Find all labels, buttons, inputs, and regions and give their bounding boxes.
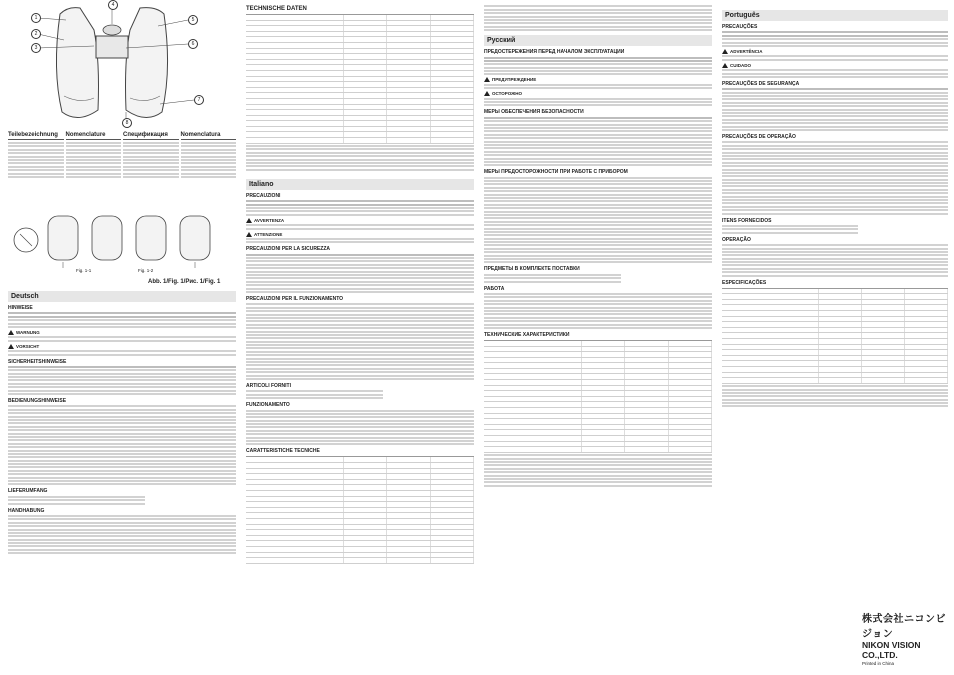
preduprezhdenie-label: ПРЕДУПРЕЖДЕНИЕ [484,77,712,82]
section-articoli-forniti: ARTICOLI FORNITI [246,382,291,389]
section-technische-daten: TECHNISCHE DATEN [246,6,307,12]
lang-header-portugues: Português [722,10,948,21]
callout-3: 3 [31,43,41,53]
section-hinweise: HINWEISE [8,305,33,311]
warning-icon [246,218,252,223]
callout-7: 7 [194,95,204,105]
binocular-diagram-eyecups [8,210,236,282]
heading-nomenclatura: Nomenclatura [181,132,237,140]
logo-japanese: 株式会社ニコンビジョン [862,614,946,640]
nikon-vision-logo [862,610,948,666]
column-italiano [246,0,474,675]
section-rabota: РАБОТА [484,285,505,292]
section-operacao: OPERAÇÃO [722,236,751,243]
caution-icon [246,232,252,237]
section-caratteristiche: CARATTERISTICHE TECNICHE [246,448,320,455]
section-predosterezheniya: ПРЕДОСТЕРЕЖЕНИЯ ПЕРЕД НАЧАЛОМ ЭКСПЛУАТАЦИИ [484,49,625,56]
nomenclature-heads [8,132,236,179]
callout-6: 6 [188,39,198,49]
spec-table-pt [722,288,948,384]
section-bezopasnost: МЕРЫ ОБЕСПЕЧЕНИЯ БЕЗОПАСНОСТИ [484,109,584,116]
column-russian [484,0,712,675]
caution-icon [484,91,490,96]
section-funzionamento-precauzioni: PRECAUZIONI PER IL FUNZIONAMENTO [246,295,344,302]
spec-table-de [246,14,474,144]
callout-4: 4 [108,0,118,10]
lang-header-russian: Русский [484,35,712,46]
caution-icon [8,344,14,349]
section-operacao-precaucoes: PRECAUÇÕES DE OPERAÇÃO [722,133,796,140]
callout-5: 5 [188,15,198,25]
lang-header-italiano: Italiano [246,179,474,190]
heading-nomenclature: Nomenclature [66,132,122,140]
column-portugues [722,0,948,675]
section-tekh-kharakteristiki: ТЕХНИЧЕСКИЕ ХАРАКТЕРИСТИКИ [484,331,570,338]
section-especificacoes: ESPECIFICAÇÕES [722,279,767,286]
lang-header-deutsch: Deutsch [8,291,236,302]
callout-1: 1 [31,13,41,23]
binocular-diagram-top [8,0,236,128]
diagram-caption-1: Fig. 1-1 [76,268,92,273]
warning-icon [484,77,490,82]
spec-table-it [246,456,474,563]
section-rabota-s-priborom: МЕРЫ ПРЕДОСТОРОЖНОСТИ ПРИ РАБОТЕ С ПРИБОРОМ [484,169,628,176]
section-seguranca: PRECAUÇÕES DE SEGURANÇA [722,80,800,87]
attenzione-label: ATTENZIONE [246,232,474,237]
caution-icon [722,63,728,68]
section-lieferumfang: LIEFERUMFANG [8,488,48,495]
figure-caption: Abb. 1/Fig. 1/Рис. 1/Fig. 1 [148,279,221,285]
caution-label: VORSICHT [8,344,236,349]
section-sicurezza: PRECAUZIONI PER LA SICUREZZA [246,246,330,253]
section-precauzioni: PRECAUZIONI [246,192,281,199]
print-note: Printed in China [862,661,895,666]
section-precaucoes: PRECAUÇÕES [722,24,758,30]
diagram-caption-2: Fig. 1-2 [138,268,154,273]
section-funzionamento: FUNZIONAMENTO [246,402,290,409]
heading-teilebezeichnung: Teilebezeichnung [8,132,64,140]
logo-english: NIKON VISION CO.,LTD. [862,640,921,660]
advertencia-label: ADVERTÊNCIA [722,49,948,54]
column-deutsch [8,0,236,675]
section-bedienungshinweise: BEDIENUNGSHINWEISE [8,398,67,405]
spec-table-ru [484,340,712,453]
ostorozhno-label: ОСТОРОЖНО [484,91,712,96]
callout-8: 8 [122,118,132,128]
heading-spetsifikatsiya: Спецификация [123,132,179,140]
section-sicherheitshinweise: SICHERHEITSHINWEISE [8,358,67,365]
section-handhabung: HANDHABUNG [8,507,45,514]
section-itens-fornecidos: ITENS FORNECIDOS [722,217,772,224]
cuidado-label: CUIDADO [722,63,948,68]
callout-2: 2 [31,29,41,39]
section-komplekt: ПРЕДМЕТЫ В КОМПЛЕКТЕ ПОСТАВКИ [484,266,580,273]
warning-icon [722,49,728,54]
warning-icon [8,330,14,335]
avvertenza-label: AVVERTENZA [246,218,474,223]
warning-label: WARNUNG [8,330,236,335]
